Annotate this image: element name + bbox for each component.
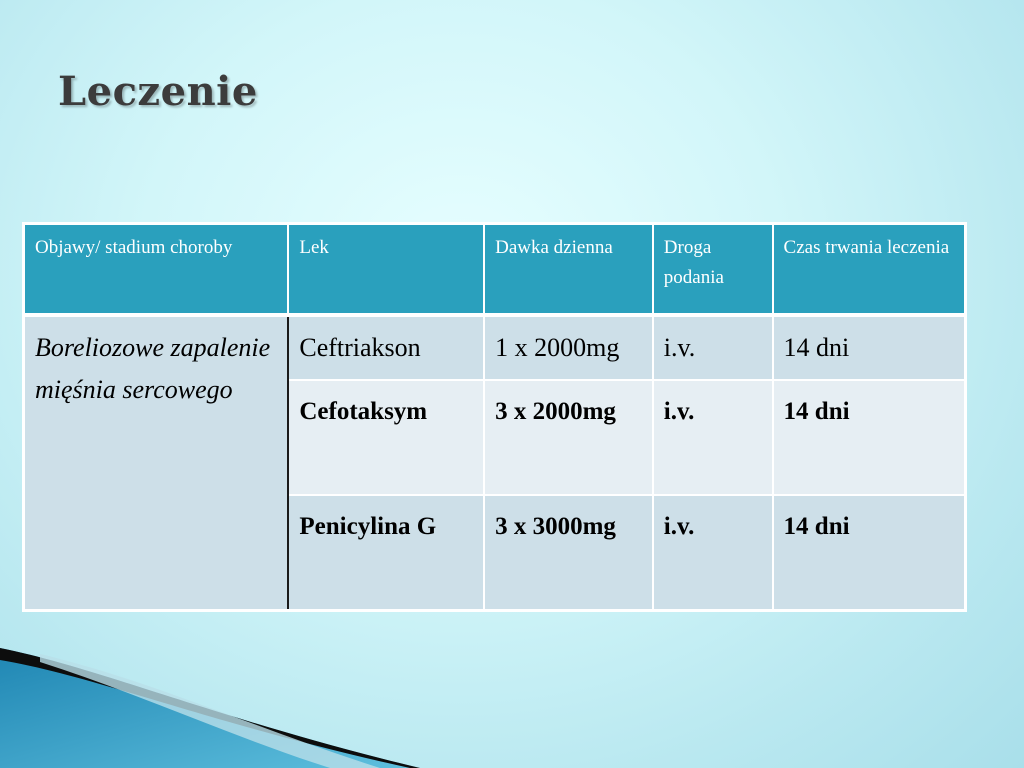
route-cell: i.v. — [653, 495, 773, 610]
header-duration: Czas trwania leczenia — [773, 224, 965, 315]
slide-title: Leczenie — [58, 68, 258, 115]
duration-cell: 14 dni — [773, 495, 965, 610]
route-cell: i.v. — [653, 315, 773, 380]
dose-cell: 3 x 3000mg — [484, 495, 653, 610]
dose-cell: 1 x 2000mg — [484, 315, 653, 380]
duration-cell: 14 dni — [773, 315, 965, 380]
condition-cell: Boreliozowe zapalenie mięśnia sercowego — [24, 315, 288, 610]
header-symptoms-stage: Objawy/ stadium choroby — [24, 224, 288, 315]
drug-cell: Ceftriakson — [288, 315, 484, 380]
decorative-swoosh — [0, 640, 420, 768]
table-header-row — [24, 224, 965, 315]
drug-cell: Penicylina G — [288, 495, 484, 610]
header-route: Droga podania — [653, 224, 773, 315]
duration-cell: 14 dni — [773, 380, 965, 495]
dose-cell: 3 x 2000mg — [484, 380, 653, 495]
treatment-table — [23, 223, 966, 611]
table-row — [24, 315, 965, 380]
route-cell: i.v. — [653, 380, 773, 495]
drug-cell: Cefotaksym — [288, 380, 484, 495]
header-daily-dose: Dawka dzienna — [484, 224, 653, 315]
header-drug: Lek — [288, 224, 484, 315]
